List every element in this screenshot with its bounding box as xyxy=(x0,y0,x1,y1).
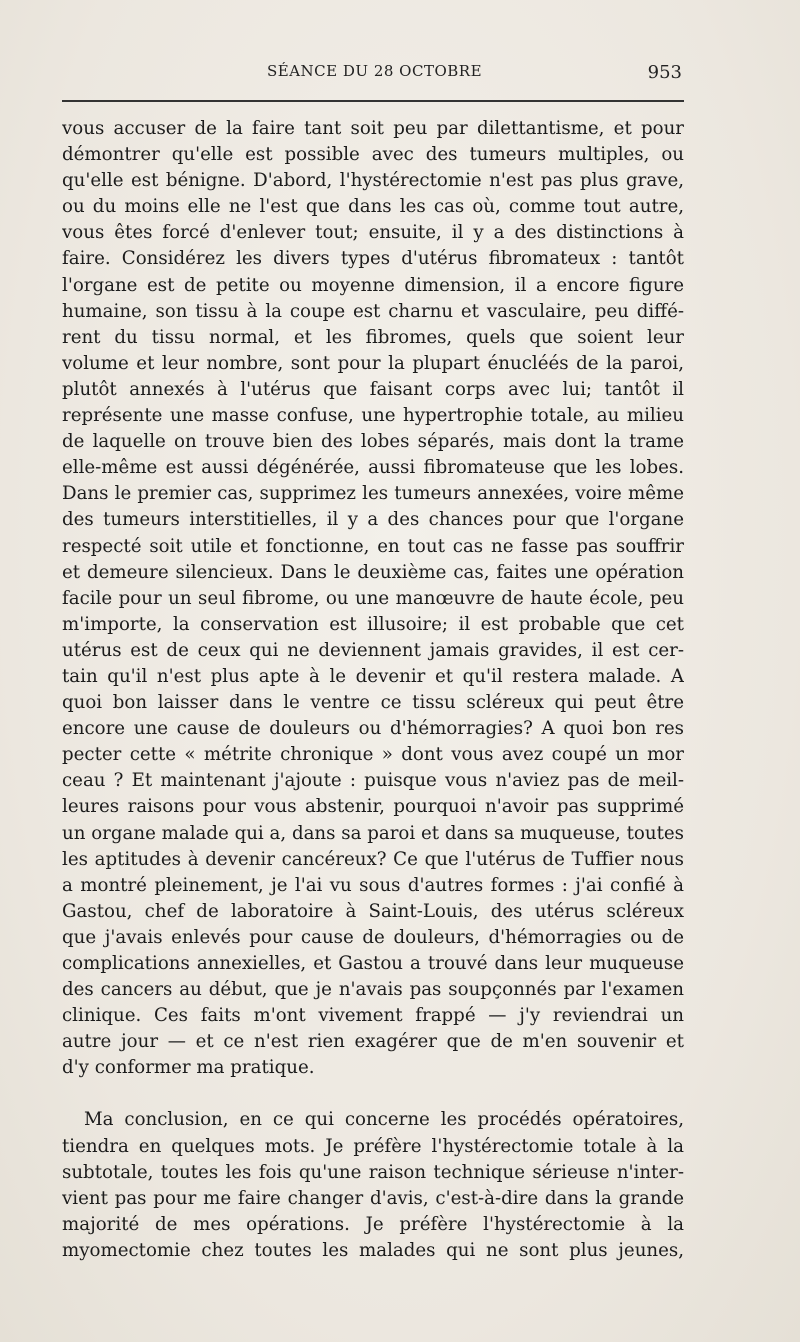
body-text xyxy=(62,116,684,1264)
text-line: majorité de mes opérations. Je préfère l'hystérectomie à la xyxy=(62,1213,684,1235)
text-line: vient pas pour me faire changer d'avis, c'est-à-dire dans la grande xyxy=(62,1187,684,1209)
paragraph-gap xyxy=(62,1081,684,1107)
text-line: démontrer qu'elle est possible avec des tumeurs multiples, ou xyxy=(62,144,684,166)
text-line: représente une masse confuse, une hypertrophie totale, au milieu xyxy=(62,405,684,427)
text-line: ceau ? Et maintenant j'ajoute : puisque vous n'aviez pas de meil- xyxy=(62,770,684,792)
text-line: Ma conclusion, en ce qui concerne les procédés opératoires, xyxy=(84,1109,684,1131)
text-line: elle-même est aussi dégénérée, aussi fibromateuse que les lobes. xyxy=(62,457,684,479)
text-line: encore une cause de douleurs ou d'hémorragies? A quoi bon res xyxy=(62,718,684,740)
text-line: volume et leur nombre, sont pour la plupart énucléés de la paroi, xyxy=(62,352,684,374)
text-line: que j'avais enlevés pour cause de douleurs, d'hémorragies ou de xyxy=(62,926,684,948)
text-line: d'y conformer ma pratique. xyxy=(62,1057,315,1079)
text-line: tain qu'il n'est plus apte à le devenir et qu'il restera malade. A xyxy=(62,665,684,687)
text-line: un organe malade qui a, dans sa paroi et dans sa muqueuse, toutes xyxy=(62,822,684,844)
text-line: de laquelle on trouve bien des lobes séparés, mais dont la trame xyxy=(62,431,684,453)
page-number: 953 xyxy=(647,62,682,83)
text-line: Dans le premier cas, supprimez les tumeurs annexées, voire même xyxy=(62,483,684,505)
text-line: subtotale, toutes les fois qu'une raison technique sérieuse n'inter- xyxy=(62,1161,684,1183)
text-line: facile pour un seul fibrome, ou une manœuvre de haute école, peu xyxy=(62,587,684,609)
text-line: Gastou, chef de laboratoire à Saint-Louis, des utérus scléreux xyxy=(62,900,684,922)
text-line: clinique. Ces faits m'ont vivement frappé — j'y reviendrai un xyxy=(62,1005,684,1027)
paragraph-2 xyxy=(62,1107,684,1264)
text-line: les aptitudes à devenir cancéreux? Ce que l'utérus de Tuffier nous xyxy=(62,848,684,870)
text-line: qu'elle est bénigne. D'abord, l'hystérectomie n'est pas plus grave, xyxy=(62,170,684,192)
text-line: l'organe est de petite ou moyenne dimension, il a encore figure xyxy=(62,274,684,296)
running-title: SÉANCE DU 28 OCTOBRE xyxy=(267,62,483,80)
text-line: rent du tissu normal, et les fibromes, quels que soient leur xyxy=(62,326,684,348)
text-line: des tumeurs interstitielles, il y a des chances pour que l'organe xyxy=(62,509,684,531)
text-line: leures raisons pour vous abstenir, pourquoi n'avoir pas supprimé xyxy=(62,796,684,818)
text-line: humaine, son tissu à la coupe est charnu et vasculaire, peu diffé- xyxy=(62,300,684,322)
header-rule xyxy=(62,100,684,102)
text-line: tiendra en quelques mots. Je préfère l'hystérectomie totale à la xyxy=(62,1135,684,1157)
text-line: quoi bon laisser dans le ventre ce tissu scléreux qui peut être xyxy=(62,692,684,714)
text-line: myomectomie chez toutes les malades qui ne sont plus jeunes, xyxy=(62,1239,684,1261)
text-line: ou du moins elle ne l'est que dans les cas où, comme tout autre, xyxy=(62,196,684,218)
text-line: plutôt annexés à l'utérus que faisant corps avec lui; tantôt il xyxy=(62,378,684,400)
text-line: a montré pleinement, je l'ai vu sous d'autres formes : j'ai confié à xyxy=(62,874,684,896)
text-line: utérus est de ceux qui ne deviennent jamais gravides, il est cer- xyxy=(62,639,684,661)
text-line: pecter cette « métrite chronique » dont vous avez coupé un mor xyxy=(62,744,684,766)
text-line: et demeure silencieux. Dans le deuxième cas, faites une opération xyxy=(62,561,684,583)
text-line: vous accuser de la faire tant soit peu par dilettantisme, et pour xyxy=(62,118,684,139)
text-line: m'importe, la conservation est illusoire; il est probable que cet xyxy=(62,613,684,635)
text-line: des cancers au début, que je n'avais pas soupçonnés par l'examen xyxy=(62,979,684,1001)
text-line: vous êtes forcé d'enlever tout; ensuite, il y a des distinctions à xyxy=(62,222,684,244)
running-head xyxy=(62,60,684,88)
text-line: complications annexielles, et Gastou a trouvé dans leur muqueuse xyxy=(62,953,684,974)
text-line: faire. Considérez les divers types d'utérus fibromateux : tantôt xyxy=(62,248,684,270)
text-line: respecté soit utile et fonctionne, en tout cas ne fasse pas souffrir xyxy=(62,535,684,557)
text-line: autre jour — et ce n'est rien exagérer que de m'en souvenir et xyxy=(62,1031,684,1053)
paragraph-1 xyxy=(62,116,684,1081)
